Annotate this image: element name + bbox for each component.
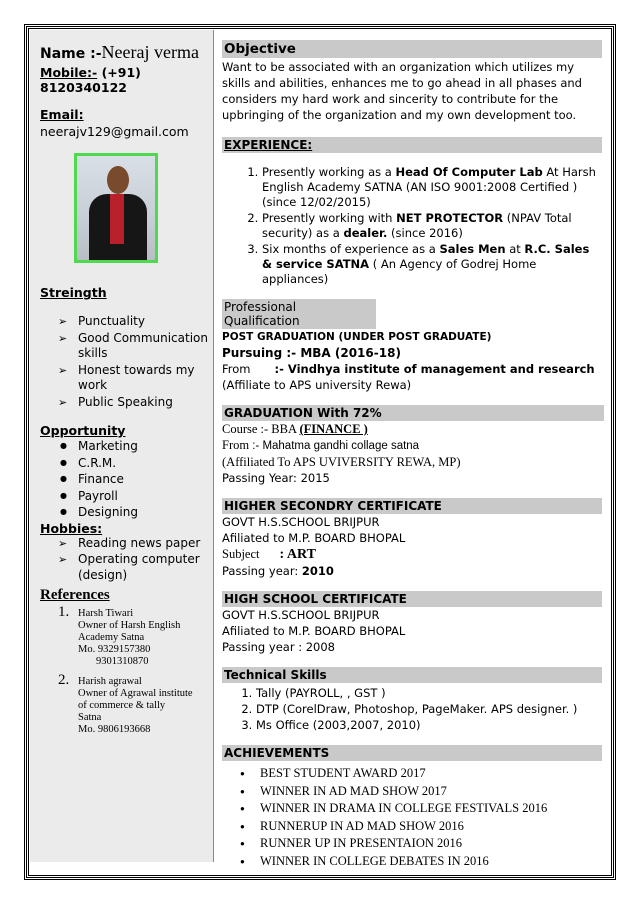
achievements-heading: ACHIEVEMENTS [222,745,602,761]
achievement-item: ● RUNNER UP IN PRESENTAION 2016 [240,835,602,853]
photo-head-shape [107,166,129,194]
professional-from-line: From :- Vindhya institute of management and research [222,362,595,376]
photo-shirt-shape [110,194,124,244]
reference-line: Satna [78,712,102,723]
hsc-board: Afiliated to M.P. BOARD BHOPAL [222,531,406,545]
pursuing-line: Pursuing :- MBA (2016-18) [222,346,401,360]
reference-item [40,672,213,736]
hs-heading: HIGH SCHOOL CERTIFICATE [222,591,602,607]
reference-line: Harsh Tiwari [78,608,134,619]
opportunity-item: ● C.R.M. [58,455,213,472]
main-content [222,40,602,870]
experience-item: 1. Presently working as a Head Of Computer Lab At Harsh English Academy SATNA (AN ISO 9001:2008 Certified ) (since 12/02/2015) [262,165,602,210]
experience-list [222,165,602,287]
reference-line: Owner of Harsh English [78,620,181,631]
objective-heading: Objective [222,40,602,58]
hsc-school: GOVT H.S.SCHOOL BRIJPUR [222,515,380,529]
reference-line: Mo. 9329157380 [78,644,151,655]
hobbies-list [40,536,213,584]
hs-school: GOVT H.S.SCHOOL BRIJPUR [222,608,380,622]
opportunity-item: ● Payroll [58,488,213,505]
reference-line: of commerce & tally [78,700,166,711]
email-label: Email: [40,107,84,122]
technical-heading: Technical Skills [222,667,602,683]
hsc-passing-line: Passing year: 2010 [222,564,334,578]
objective-text: Want to be associated with an organization which utilizes my skills and abilities, enhances me to go ahead in all phases and considers my hard work and sincerity to contribute for the upbringing of the organization and my own development too. [222,60,582,122]
strength-item: ➢ Punctuality [58,314,213,330]
experience-item: 2. Presently working with NET PROTECTOR (NPAV Total security) as a dealer. (since 2016) [262,211,602,241]
achievement-item: ● WINNER IN DRAMA IN COLLEGE FESTIVALS 2016 [240,800,602,818]
strength-item: ➢ Good Communication skills [58,331,213,362]
reference-line: 9301310870 [96,656,149,667]
name-line [40,42,213,63]
strength-item: ➢ Public Speaking [58,395,213,411]
technical-item: 2. DTP (CorelDraw, Photoshop, PageMaker. APS designer. ) [256,701,602,717]
experience-heading: EXPERIENCE: [222,137,602,153]
graduation-from-line: From :- Mahatma gandhi collage satna [222,438,420,452]
reference-number: 1. [58,604,70,620]
strength-list [40,314,213,410]
achievement-item: ● WINNER IN COLLEGE DEBATES IN 2016 [240,853,602,871]
reference-item [40,604,213,668]
name-value: Neeraj verma [101,42,199,62]
name-label: Name :- [40,46,102,62]
achievements-list [222,765,602,870]
hsc-heading: HIGHER SECONDRY CERTIFICATE [222,498,602,514]
technical-item: 3. Ms Office (2003,2007, 2010) [256,717,602,733]
hs-board: Afiliated to M.P. BOARD BHOPAL [222,624,406,638]
reference-number: 2. [58,672,70,688]
technical-item: 1. Tally (PAYROLL, , GST ) [256,685,602,701]
postgrad-subheading: POST GRADUATION (UNDER POST GRADUATE) [222,331,492,343]
hs-passing: Passing year : 2008 [222,640,335,654]
reference-line: Harish agrawal [78,676,142,687]
experience-item: 3. Six months of experience as a Sales Men at R.C. Sales & service SATNA ( An Agency of Godrej Home appliances) [262,242,602,287]
graduation-course-line: Course :- BBA (FINANCE ) [222,422,368,436]
opportunity-item: ● Finance [58,471,213,488]
strength-heading: Streingth [40,285,107,300]
reference-line: Mo. 9806193668 [78,724,151,735]
reference-line: Academy Satna [78,632,145,643]
hsc-subject-line: Subject : ART [222,547,316,562]
graduation-heading: GRADUATION With 72% [222,405,604,421]
mobile-label: Mobile:- [40,65,98,80]
hobby-item: ➢ Reading news paper [58,536,213,552]
reference-line: Owner of Agrawal institute [78,688,193,699]
opportunity-list [40,438,213,521]
achievement-item: ● RUNNERUP IN AD MAD SHOW 2016 [240,818,602,836]
technical-list [222,685,602,733]
references-heading: References [40,587,110,603]
graduation-affiliated: (Affiliated To APS UVIVERSITY REWA, MP) [222,455,461,469]
sidebar [30,30,214,862]
profile-photo [74,153,158,263]
strength-item: ➢ Honest towards my work [58,363,213,394]
graduation-passing: Passing Year: 2015 [222,471,330,485]
email-value: neerajv129@gmail.com [40,124,189,139]
professional-affiliate: (Affiliate to APS university Rewa) [222,378,412,392]
opportunity-item: ● Marketing [58,438,213,455]
hobbies-heading: Hobbies: [40,520,103,536]
opportunity-item: ● Designing [58,504,213,521]
achievement-item: ● BEST STUDENT AWARD 2017 [240,765,602,783]
professional-heading: Professional Qualification [222,299,376,329]
opportunity-heading: Opportunity [40,423,126,438]
hobby-item: ➢ Operating computer (design) [58,552,213,583]
mobile-line [40,65,213,95]
mobile-value: (+91) 8120340122 [40,65,141,95]
achievement-item: ● WINNER IN AD MAD SHOW 2017 [240,783,602,801]
